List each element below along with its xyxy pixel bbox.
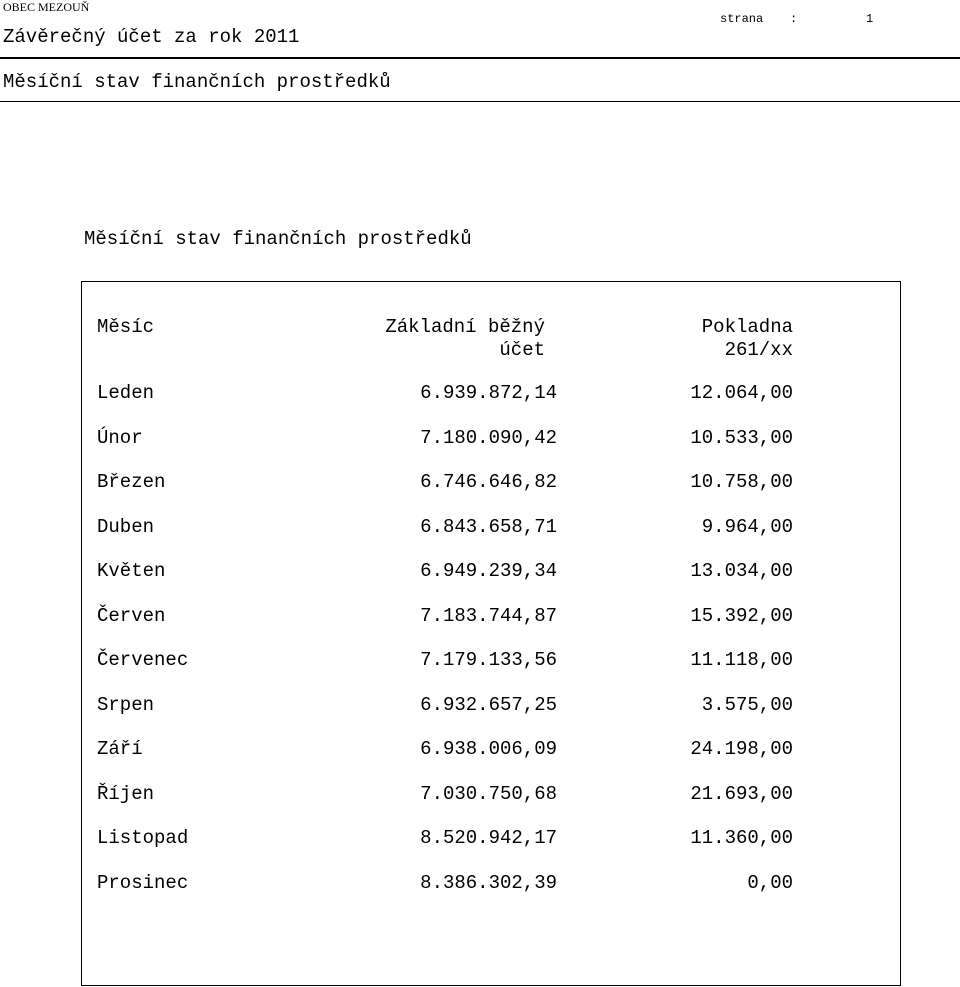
cash-cell: 3.575,00	[701, 694, 793, 716]
column-header-account-line2: účet	[499, 339, 545, 361]
account-cell: 7.030.750,68	[420, 783, 557, 805]
table-row	[82, 605, 900, 627]
table-row	[82, 471, 900, 493]
page-label: strana	[720, 12, 764, 26]
cash-cell: 9.964,00	[701, 516, 793, 538]
account-cell: 6.938.006,09	[420, 738, 557, 760]
column-header-account-line1: Základní běžný	[385, 316, 545, 338]
column-header-month: Měsíc	[97, 316, 155, 338]
table-row	[82, 382, 900, 404]
table-row	[82, 516, 900, 538]
account-cell: 6.843.658,71	[420, 516, 557, 538]
section-divider	[0, 101, 960, 102]
month-cell: Březen	[97, 471, 166, 493]
account-cell: 8.386.302,39	[420, 872, 557, 894]
table-row	[82, 560, 900, 582]
cash-cell: 11.118,00	[690, 649, 793, 671]
table-title: Měsíční stav finančních prostředků	[84, 228, 472, 250]
table-row	[82, 649, 900, 671]
account-cell: 7.183.744,87	[420, 605, 557, 627]
column-header-cash-line1: Pokladna	[701, 316, 793, 338]
section-title: Měsíční stav finančních prostředků	[3, 71, 391, 93]
table-row	[82, 427, 900, 449]
cash-cell: 24.198,00	[690, 738, 793, 760]
organization-name: OBEC MEZOUŇ	[3, 0, 90, 14]
account-cell: 7.179.133,56	[420, 649, 557, 671]
account-cell: 6.746.646,82	[420, 471, 557, 493]
column-header-cash-line2: 261/xx	[724, 339, 793, 361]
table-row	[82, 827, 900, 849]
month-cell: Říjen	[97, 783, 155, 805]
month-cell: Srpen	[97, 694, 155, 716]
account-cell: 7.180.090,42	[420, 427, 557, 449]
month-cell: Červenec	[97, 649, 189, 671]
table-row	[82, 738, 900, 760]
page-number: 1	[866, 12, 874, 26]
account-cell: 6.939.872,14	[420, 382, 557, 404]
account-cell: 6.949.239,34	[420, 560, 557, 582]
month-cell: Únor	[97, 427, 143, 449]
cash-cell: 11.360,00	[690, 827, 793, 849]
table-row	[82, 694, 900, 716]
month-cell: Duben	[97, 516, 155, 538]
cash-cell: 21.693,00	[690, 783, 793, 805]
account-cell: 8.520.942,17	[420, 827, 557, 849]
month-cell: Prosinec	[97, 872, 189, 894]
table-row	[82, 783, 900, 805]
cash-cell: 0,00	[747, 872, 793, 894]
cash-cell: 15.392,00	[690, 605, 793, 627]
month-cell: Červen	[97, 605, 166, 627]
finance-table	[81, 281, 901, 986]
cash-cell: 12.064,00	[690, 382, 793, 404]
cash-cell: 10.533,00	[690, 427, 793, 449]
account-cell: 6.932.657,25	[420, 694, 557, 716]
month-cell: Září	[97, 738, 143, 760]
report-title: Závěrečný účet za rok 2011	[3, 26, 300, 48]
header-double-divider	[0, 57, 960, 59]
month-cell: Listopad	[97, 827, 189, 849]
month-cell: Leden	[97, 382, 155, 404]
page-separator: :	[790, 12, 798, 26]
cash-cell: 13.034,00	[690, 560, 793, 582]
table-row	[82, 872, 900, 894]
month-cell: Květen	[97, 560, 166, 582]
cash-cell: 10.758,00	[690, 471, 793, 493]
